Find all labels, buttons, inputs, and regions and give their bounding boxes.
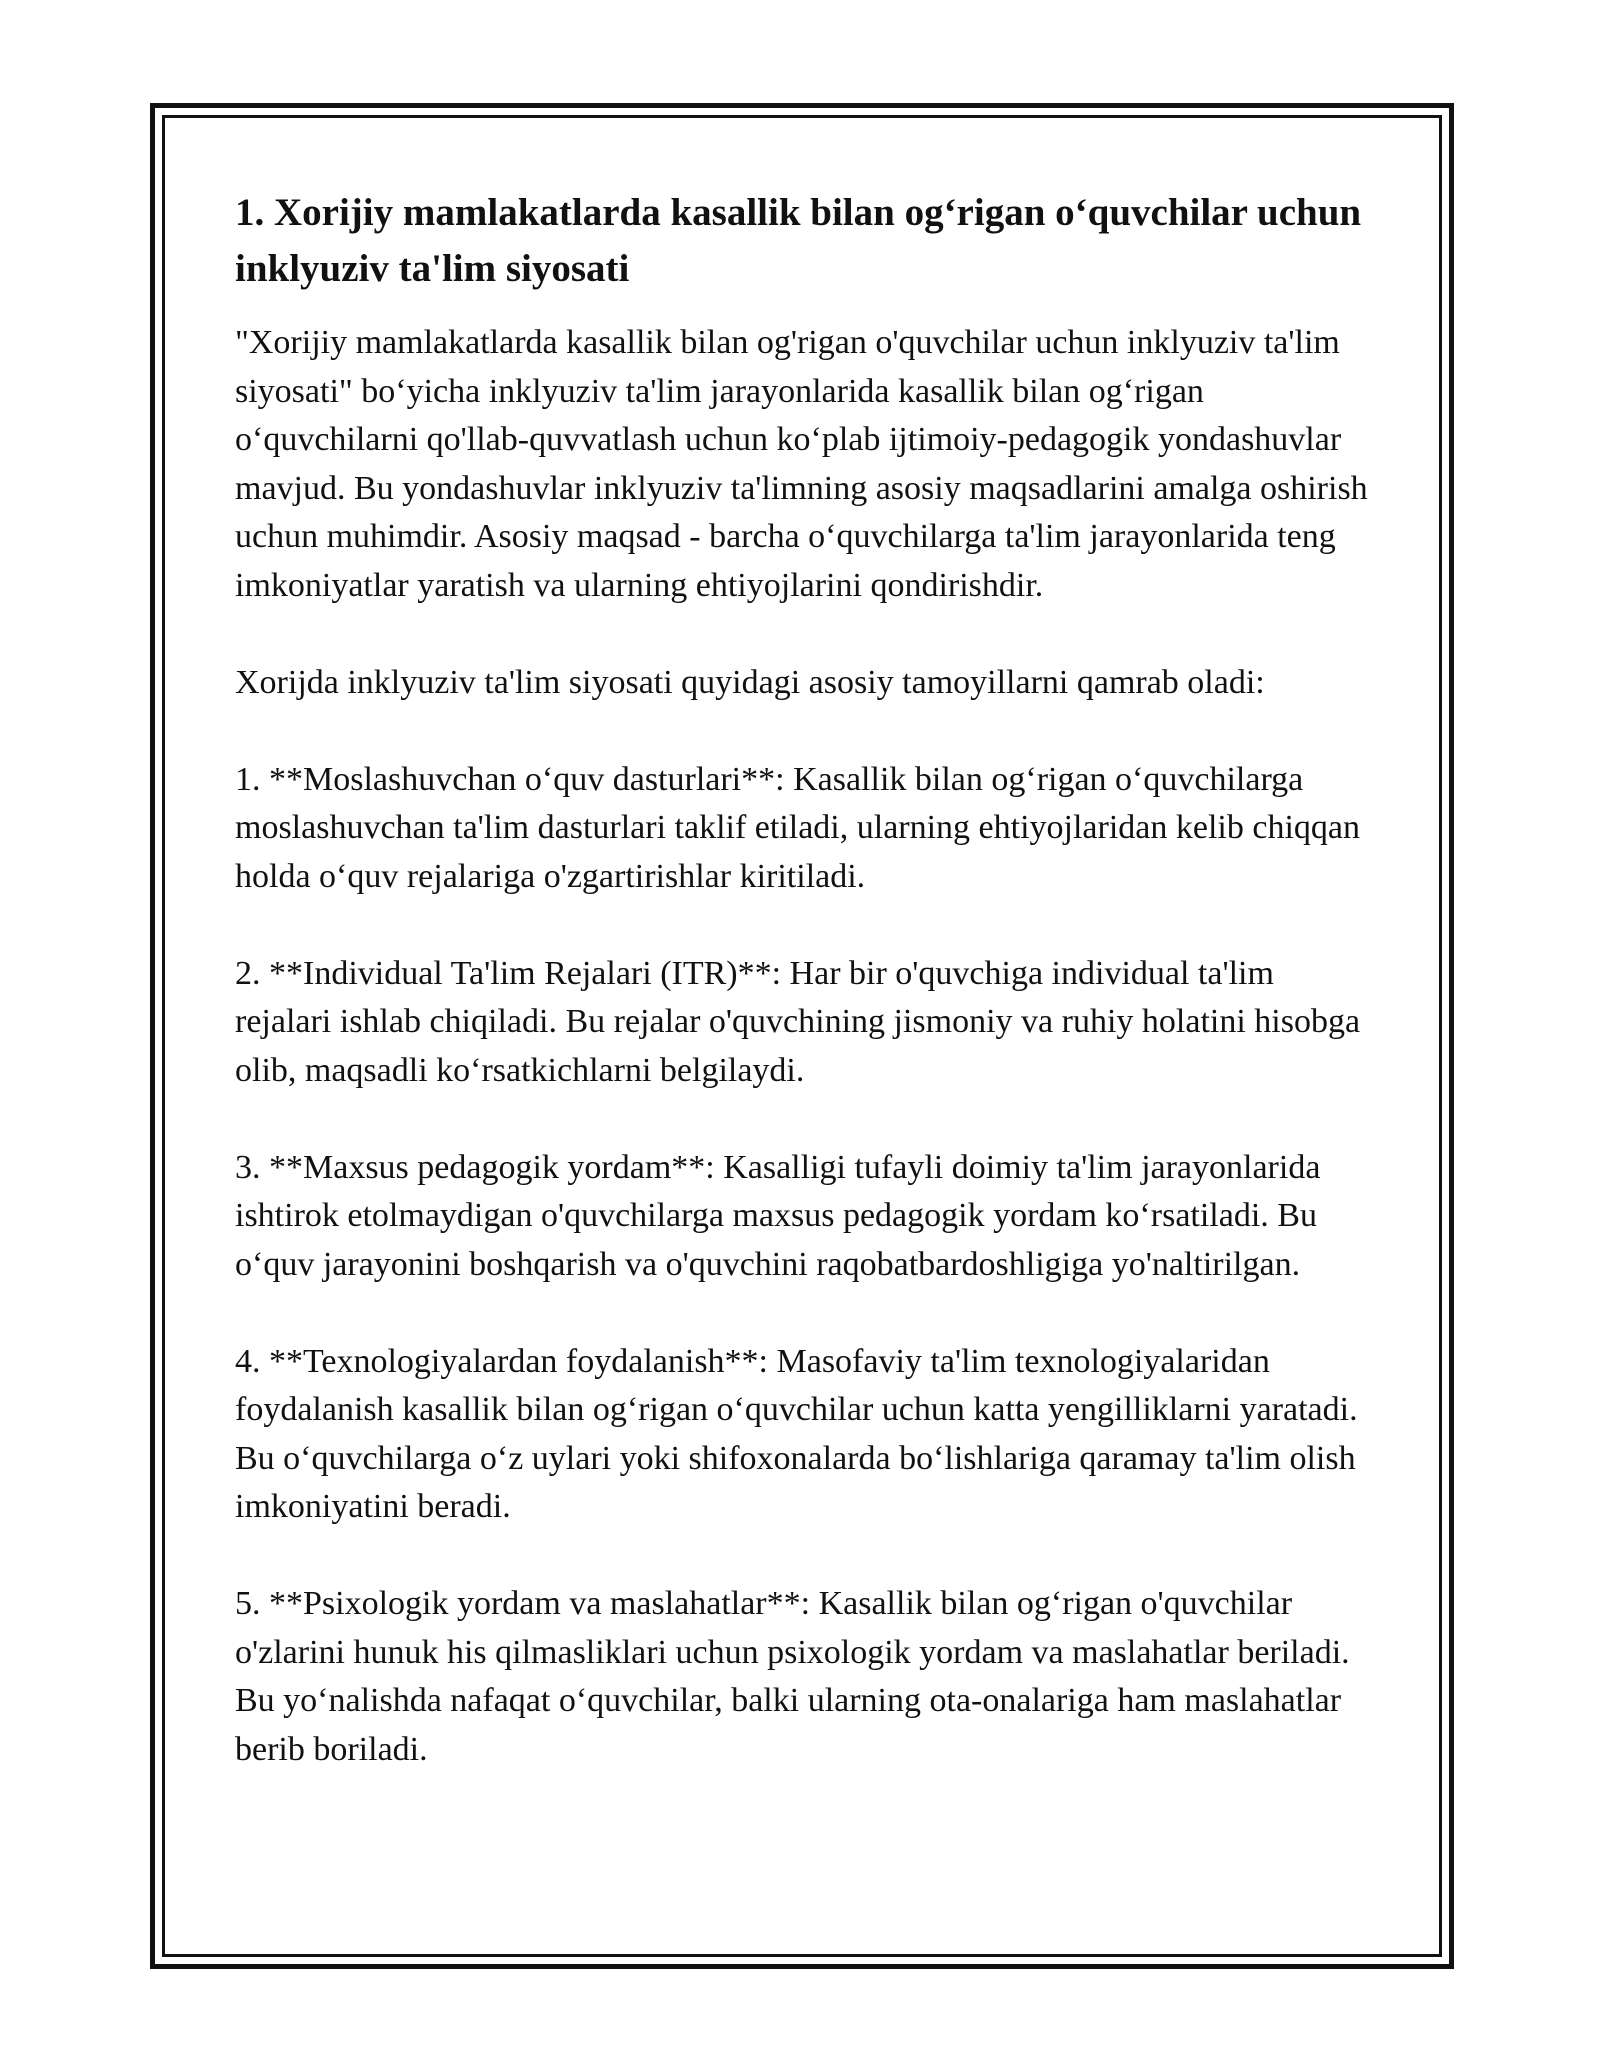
- list-item: 1. **Moslashuvchan o‘quv dasturlari**: Kasallik bilan og‘rigan o‘quvchilarga moslashuvchan ta'lim dasturlari taklif etiladi, ularning ehtiyojlaridan kelib chiqqan holda o‘quv rejalariga o'zgartirishlar kiritiladi.: [235, 760, 1360, 895]
- lead-paragraph: Xorijda inklyuziv ta'lim siyosati quyidagi asosiy tamoyillarni qamrab oladi:: [235, 663, 1265, 701]
- list-item: 4. **Texnologiyalardan foydalanish**: Masofaviy ta'lim texnologiyalaridan foydalanish kasallik bilan og‘rigan o‘quvchilar uchun katta yengilliklarni yaratadi. Bu o‘quvchilarga o‘z uylari yoki shifoxonalarda bo‘lishlariga qaramay ta'lim olish imkoniyatini beradi.: [235, 1342, 1358, 1525]
- paragraph-gap: [235, 901, 1370, 950]
- paragraph-gap: [235, 1095, 1370, 1144]
- paragraph-gap: [235, 1289, 1370, 1338]
- intro-paragraph: "Xorijiy mamlakatlarda kasallik bilan og'rigan o'quvchilar uchun inklyuziv ta'lim siyosati" bo‘yicha inklyuziv ta'lim jarayonlarida kasallik bilan og‘rigan o‘quvchilarni qo'llab-quvvatlash uchun ko‘plab ijtimoiy-pedagogik yondashuvlar mavjud. Bu yondashuvlar inklyuziv ta'limning asosiy maqsadlarini amalga oshirish uchun muhimdir. Asosiy maqsad - barcha o‘quvchilarga ta'lim jarayonlarida teng imkoniyatlar yaratish va ularning ehtiyojlarini qondirishdir.: [235, 324, 1368, 604]
- section-heading: 1. Xorijiy mamlakatlarda kasallik bilan og‘rigan o‘quvchilar uchun inklyuziv ta'lim siyosati: [235, 191, 1362, 290]
- list-item: 2. **Individual Ta'lim Rejalari (ITR)**: Har bir o'quvchiga individual ta'lim rejalari ishlab chiqiladi. Bu rejalar o'quvchining jismoniy va ruhiy holatini hisobga olib, maqsadli ko‘rsatkichlarni belgilaydi.: [235, 954, 1361, 1089]
- paragraph-gap: [235, 610, 1370, 659]
- list-item: 5. **Psixologik yordam va maslahatlar**: Kasallik bilan og‘rigan o'quvchilar o'zlarini hunuk his qilmasliklari uchun psixologik yordam va maslahatlar beriladi. Bu yo‘nalishda nafaqat o‘quvchilar, balki ularning ota-onalariga ham maslahatlar berib boriladi.: [235, 1585, 1350, 1768]
- paragraph-gap: [235, 1532, 1370, 1581]
- list-item: 3. **Maxsus pedagogik yordam**: Kasalligi tufayli doimiy ta'lim jarayonlarida ishtirok etolmaydigan o'quvchilarga maxsus pedagogik yordam ko‘rsatiladi. Bu o‘quv jarayonini boshqarish va o'quvchini raqobatbardoshligiga yo'naltirilgan.: [235, 1148, 1321, 1283]
- document-body: [235, 185, 1370, 1774]
- paragraph-gap: [235, 707, 1370, 756]
